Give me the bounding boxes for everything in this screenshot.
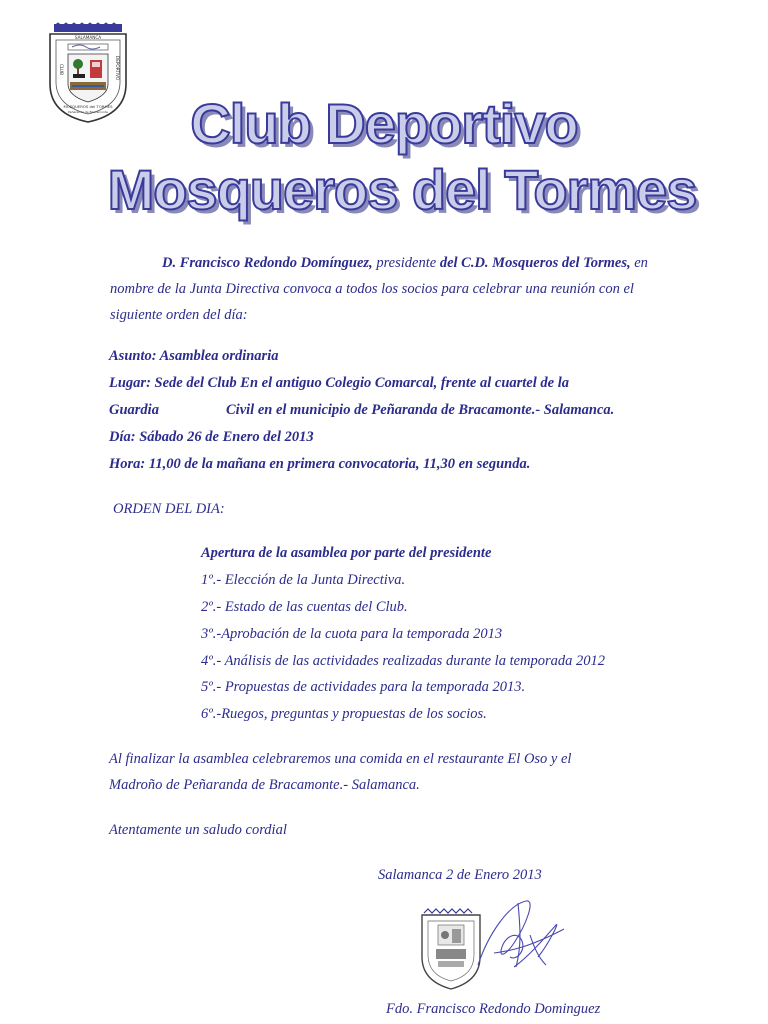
agenda-item-3: 3º.-Aprobación de la cuota para la temporada 2013 — [201, 626, 503, 642]
agenda-intro: Apertura de la asamblea por parte del presidente — [201, 545, 492, 561]
intro-paragraph — [110, 250, 650, 328]
detail-lugar-1: Lugar: Sede del Club En el antiguo Colegio Comarcal, frente al cuartel de la — [109, 375, 569, 391]
detail-hora: Hora: 11,00 de la mañana en primera convocatoria, 11,30 en segunda. — [109, 456, 531, 472]
detail-lugar-2a: Guardia — [109, 402, 159, 418]
stamp-and-signature — [418, 895, 568, 995]
orden-heading: ORDEN DEL DIA: — [113, 501, 225, 517]
crest-text-right: DEPORTIVO — [115, 56, 120, 81]
crest-text-town: Peñaranda de Bracamonte — [68, 110, 108, 114]
crest-text-bottom: MOSQUEROS del TORMES — [63, 104, 113, 109]
crest-text-left: CLUB — [59, 64, 64, 75]
detail-dia: Día: Sábado 26 de Enero del 2013 — [109, 429, 314, 445]
intro-body: en nombre de la Junta Directiva convoca a todos los socios para celebrar una reunión con el siguiente orden del día: — [110, 255, 648, 323]
president-role: presidente — [376, 255, 437, 271]
greeting: Atentamente un saludo cordial — [109, 822, 287, 838]
club-reference: del C.D. Mosqueros del Tormes, — [439, 255, 631, 271]
agenda-item-5: 5º.- Propuestas de actividades para la temporada 2013. — [201, 679, 526, 695]
detail-asunto: Asunto: Asamblea ordinaria — [109, 348, 279, 364]
signed-by: Fdo. Francisco Redondo Dominguez — [386, 1001, 601, 1017]
detail-lugar-2b: Civil en el municipio de Peñaranda de Bracamonte.- Salamanca. — [226, 402, 615, 418]
date-place: Salamanca 2 de Enero 2013 — [378, 867, 542, 883]
closing-line-1: Al finalizar la asamblea celebraremos una comida en el restaurante El Oso y el — [109, 751, 572, 767]
club-stamp-icon — [422, 909, 480, 989]
agenda-item-2: 2º.- Estado de las cuentas del Club. — [201, 599, 408, 615]
handwritten-signature — [478, 901, 564, 967]
title-line-1: Club Deportivo — [190, 92, 578, 155]
agenda-item-4: 4º.- Análisis de las actividades realizadas durante la temporada 2012 — [201, 653, 606, 669]
agenda-item-1: 1º.- Elección de la Junta Directiva. — [201, 572, 406, 588]
closing-line-2: Madroño de Peñaranda de Bracamonte.- Salamanca. — [109, 777, 420, 793]
crest-text-top: SALAMANCA — [74, 35, 102, 40]
agenda-item-6: 6º.-Ruegos, preguntas y propuestas de los socios. — [201, 706, 487, 722]
president-name: D. Francisco Redondo Domínguez, — [162, 255, 373, 271]
title-line-2: Mosqueros del Tormes — [107, 158, 697, 221]
